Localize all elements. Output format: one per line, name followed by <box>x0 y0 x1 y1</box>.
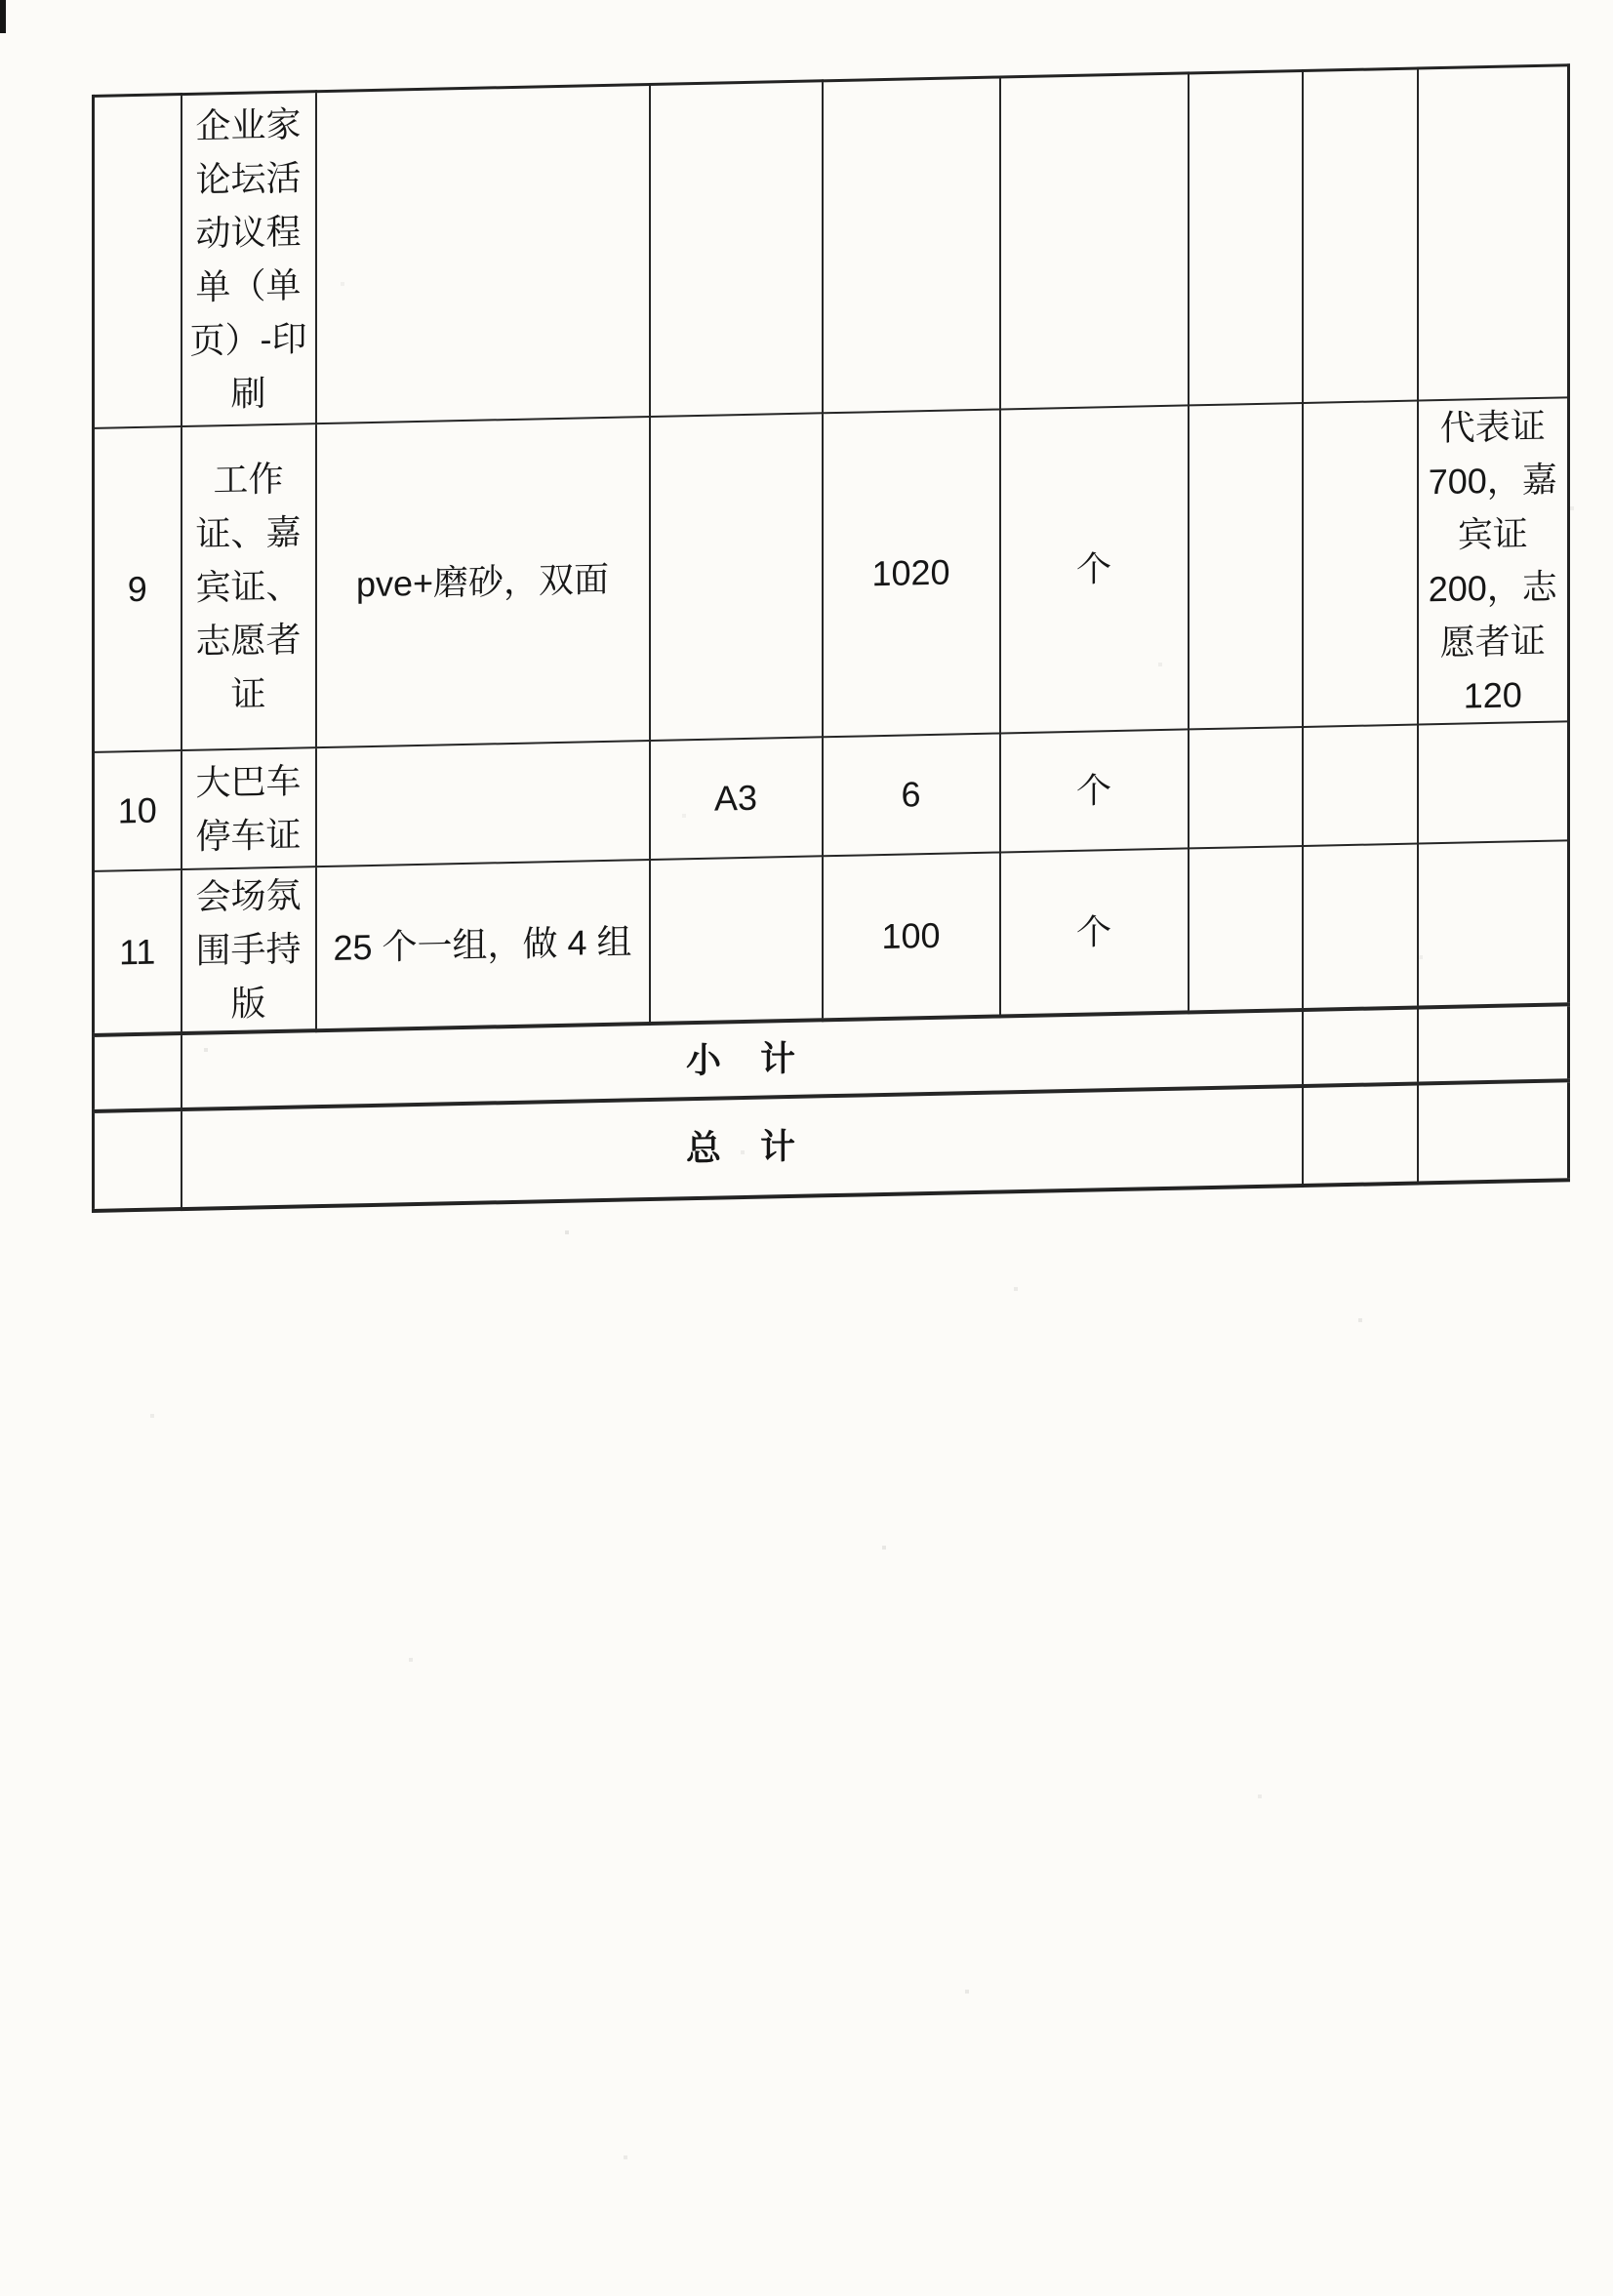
cell-subtotal-remark <box>1418 1004 1569 1083</box>
quotation-table <box>92 63 1570 1212</box>
cell-total-remark <box>1418 1080 1569 1183</box>
cell-r11-qty: 100 <box>823 852 1000 1020</box>
cell-r9-price <box>1189 403 1303 729</box>
cell-r9-qty: 1020 <box>823 409 1000 737</box>
cell-r9-remark: 代表证 700，嘉宾证 200，志愿者证 120 <box>1418 397 1569 724</box>
cell-r8-item: 企业家论坛活动议程单（单页）-印刷 <box>181 92 316 426</box>
total-label: 总 计 <box>181 1086 1303 1209</box>
cell-r10-unit: 个 <box>1000 729 1189 852</box>
cell-r9-unit: 个 <box>1000 405 1189 733</box>
cell-r9-no: 9 <box>94 426 181 752</box>
quotation-table-wrap <box>92 63 1570 1212</box>
cell-r10-amount <box>1303 724 1418 845</box>
cell-r8-price <box>1189 71 1303 405</box>
cell-subtotal-no <box>94 1033 181 1111</box>
cell-r11-size <box>650 856 823 1024</box>
cell-r10-spec <box>316 741 650 866</box>
cell-r8-size <box>650 81 823 417</box>
cell-r11-unit: 个 <box>1000 848 1189 1016</box>
cell-r9-size <box>650 413 823 741</box>
cell-subtotal-amount <box>1303 1007 1418 1085</box>
cell-r11-amount <box>1303 843 1418 1009</box>
cell-r11-price <box>1189 846 1303 1012</box>
cell-r11-item: 会场氛围手持版 <box>181 866 316 1033</box>
table-row-9 <box>94 397 1569 752</box>
scan-edge-artifact <box>0 0 6 33</box>
cell-r9-spec: pve+磨砂，双面 <box>316 417 650 747</box>
table-row-11 <box>94 840 1569 1035</box>
cell-r8-unit <box>1000 73 1189 409</box>
cell-r10-remark <box>1418 721 1569 843</box>
subtotal-label: 小 计 <box>181 1010 1303 1109</box>
cell-total-amount <box>1303 1083 1418 1185</box>
cell-r10-price <box>1189 727 1303 848</box>
cell-r8-spec <box>316 85 650 423</box>
cell-r8-qty <box>823 77 1000 413</box>
cell-total-no <box>94 1109 181 1211</box>
cell-r8-no <box>94 95 181 428</box>
cell-r11-spec: 25 个一组，做 4 组 <box>316 860 650 1030</box>
table-row-item8-continued <box>94 65 1569 428</box>
cell-r10-no: 10 <box>94 750 181 871</box>
cell-r11-remark <box>1418 840 1569 1007</box>
cell-r9-amount <box>1303 400 1418 726</box>
cell-r10-size: A3 <box>650 737 823 860</box>
cell-r11-no: 11 <box>94 869 181 1035</box>
cell-r10-item: 大巴车停车证 <box>181 747 316 869</box>
cell-r9-item: 工作证、嘉宾证、志愿者证 <box>181 423 316 750</box>
cell-r8-remark <box>1418 65 1569 400</box>
cell-r8-amount <box>1303 68 1418 402</box>
cell-r10-qty: 6 <box>823 733 1000 856</box>
